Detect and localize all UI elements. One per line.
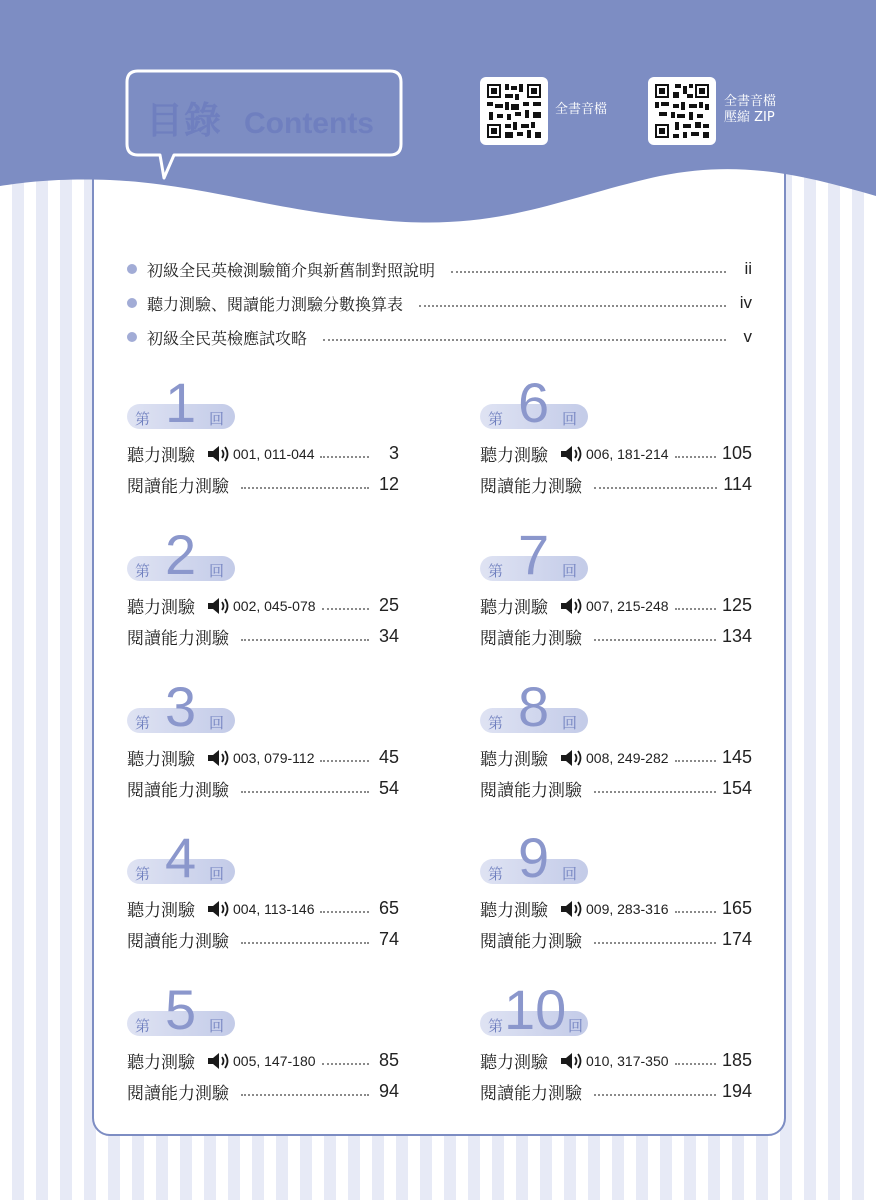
reading-entry[interactable] — [127, 621, 399, 652]
dot-leader — [594, 487, 717, 489]
reading-page: 12 — [378, 474, 399, 494]
dot-leader — [320, 911, 369, 913]
reading-page: 174 — [721, 929, 752, 949]
track-numbers: 008, 249-282 — [586, 749, 669, 766]
track-numbers: 001, 011-044 — [233, 445, 315, 462]
dot-leader — [675, 1063, 716, 1065]
reading-entry[interactable] — [480, 1076, 752, 1107]
dot-leader — [320, 760, 369, 762]
title-english: Contents — [244, 107, 374, 140]
reading-page: 34 — [378, 626, 399, 646]
listening-page: 3 — [388, 443, 399, 463]
section-suffix: 回 — [562, 562, 578, 580]
intro-item-title: 聽力測驗、閱讀能力測驗分數換算表 — [147, 294, 404, 314]
intro-item-page: v — [743, 327, 752, 346]
listening-label: 聽力測驗 — [480, 598, 548, 618]
listening-page: 125 — [721, 595, 752, 615]
section-suffix: 回 — [562, 410, 578, 428]
intro-item-title: 初級全民英檢應試攻略 — [147, 328, 308, 348]
reading-page: 74 — [378, 929, 399, 949]
intro-item[interactable] — [127, 320, 752, 354]
listening-entry[interactable] — [127, 438, 399, 469]
section-number: 4 — [165, 826, 197, 889]
test-section — [480, 371, 752, 500]
listening-entry[interactable] — [127, 893, 399, 924]
intro-item-page: iv — [739, 293, 752, 312]
section-number: 1 — [165, 371, 197, 434]
speaker-icon — [560, 900, 584, 918]
reading-label: 閱讀能力測驗 — [127, 781, 229, 801]
intro-item[interactable] — [127, 252, 752, 286]
reading-entry[interactable] — [127, 773, 399, 804]
dot-leader — [675, 456, 716, 458]
listening-page: 165 — [721, 898, 752, 918]
qr-zip-label-line1: 全書音檔 — [724, 94, 777, 109]
speaker-icon — [560, 597, 584, 615]
bullet-icon — [127, 264, 137, 274]
track-numbers: 004, 113-146 — [233, 900, 315, 917]
section-suffix: 回 — [568, 1017, 584, 1035]
speaker-icon — [207, 1052, 231, 1070]
listening-entry[interactable] — [480, 590, 752, 621]
dot-leader — [323, 339, 726, 341]
reading-page: 154 — [721, 778, 752, 798]
track-numbers: 006, 181-214 — [586, 445, 669, 462]
track-numbers: 005, 147-180 — [233, 1052, 316, 1069]
dot-leader — [320, 456, 369, 458]
listening-entry[interactable] — [480, 1045, 752, 1076]
listening-label: 聽力測驗 — [480, 1053, 548, 1073]
qr-code-audio[interactable] — [480, 77, 548, 145]
section-number: 3 — [165, 675, 197, 738]
reading-label: 閱讀能力測驗 — [127, 1084, 229, 1104]
section-prefix: 第 — [488, 410, 504, 428]
reading-entry[interactable] — [127, 1076, 399, 1107]
listening-label: 聽力測驗 — [127, 598, 195, 618]
listening-entry[interactable] — [480, 893, 752, 924]
listening-page: 85 — [378, 1050, 399, 1070]
section-number: 8 — [518, 675, 550, 738]
reading-label: 閱讀能力測驗 — [480, 477, 582, 497]
reading-entry[interactable] — [480, 924, 752, 955]
listening-label: 聽力測驗 — [480, 446, 548, 466]
speaker-icon — [207, 445, 231, 463]
test-section — [480, 826, 752, 955]
section-prefix: 第 — [488, 714, 504, 732]
test-section — [480, 675, 752, 804]
dot-leader — [241, 942, 369, 944]
dot-leader — [241, 1094, 369, 1096]
reading-label: 閱讀能力測驗 — [480, 1084, 582, 1104]
section-prefix: 第 — [488, 562, 504, 580]
section-suffix: 回 — [209, 410, 225, 428]
section-header — [480, 826, 752, 893]
section-number: 6 — [518, 371, 550, 434]
test-section — [480, 978, 752, 1107]
reading-entry[interactable] — [127, 924, 399, 955]
reading-label: 閱讀能力測驗 — [480, 781, 582, 801]
reading-page: 194 — [721, 1081, 752, 1101]
test-section — [127, 978, 399, 1107]
dot-leader — [594, 791, 716, 793]
test-section — [127, 675, 399, 804]
dot-leader — [594, 639, 716, 641]
dot-leader — [675, 911, 716, 913]
track-numbers: 009, 283-316 — [586, 900, 669, 917]
test-section — [127, 371, 399, 500]
listening-label: 聽力測驗 — [127, 446, 195, 466]
dot-leader — [241, 639, 369, 641]
listening-page: 45 — [378, 747, 399, 767]
section-suffix: 回 — [209, 865, 225, 883]
dot-leader — [675, 608, 716, 610]
test-section — [127, 523, 399, 652]
section-header — [480, 978, 752, 1045]
section-header — [127, 371, 399, 438]
section-header — [127, 523, 399, 590]
dot-leader — [241, 791, 369, 793]
test-section — [480, 523, 752, 652]
section-prefix: 第 — [135, 1017, 151, 1035]
reading-entry[interactable] — [480, 621, 752, 652]
speaker-icon — [560, 1052, 584, 1070]
listening-page: 185 — [721, 1050, 752, 1070]
section-suffix: 回 — [209, 1017, 225, 1035]
listening-page: 25 — [378, 595, 399, 615]
listening-page: 145 — [721, 747, 752, 767]
dot-leader — [241, 487, 369, 489]
section-number: 2 — [165, 523, 197, 586]
speaker-icon — [207, 749, 231, 767]
qr-code-icon — [653, 82, 711, 140]
section-suffix: 回 — [562, 714, 578, 732]
section-header — [127, 675, 399, 742]
bullet-icon — [127, 332, 137, 342]
dot-leader — [322, 608, 369, 610]
listening-entry[interactable] — [127, 1045, 399, 1076]
listening-page: 65 — [378, 898, 399, 918]
section-prefix: 第 — [135, 865, 151, 883]
section-prefix: 第 — [135, 562, 151, 580]
intro-item[interactable] — [127, 286, 752, 320]
section-suffix: 回 — [209, 714, 225, 732]
listening-page: 105 — [721, 443, 752, 463]
speaker-icon — [207, 900, 231, 918]
dot-leader — [451, 271, 726, 273]
reading-label: 閱讀能力測驗 — [480, 932, 582, 952]
reading-entry[interactable] — [480, 469, 752, 500]
reading-page: 94 — [378, 1081, 399, 1101]
reading-entry[interactable] — [480, 773, 752, 804]
speaker-icon — [560, 749, 584, 767]
listening-entry[interactable] — [127, 742, 399, 773]
section-prefix: 第 — [488, 865, 504, 883]
section-number: 5 — [165, 978, 197, 1041]
dot-leader — [322, 1063, 369, 1065]
dot-leader — [594, 942, 716, 944]
qr-zip-label — [724, 94, 776, 126]
track-numbers: 007, 215-248 — [586, 597, 669, 614]
listening-label: 聽力測驗 — [127, 1053, 195, 1073]
intro-list — [127, 252, 752, 354]
listening-entry[interactable] — [480, 438, 752, 469]
qr-zip-label-line2: 壓縮 ZIP — [724, 110, 775, 125]
section-prefix: 第 — [488, 1017, 504, 1035]
page-title — [146, 90, 374, 144]
test-section — [127, 826, 399, 955]
reading-page: 54 — [378, 778, 399, 798]
speaker-icon — [560, 445, 584, 463]
reading-entry[interactable] — [127, 469, 399, 500]
section-prefix: 第 — [135, 714, 151, 732]
bullet-icon — [127, 298, 137, 308]
reading-page: 134 — [721, 626, 752, 646]
dot-leader — [594, 1094, 716, 1096]
intro-item-title: 初級全民英檢測驗簡介與新舊制對照說明 — [147, 260, 436, 280]
speaker-icon — [207, 597, 231, 615]
reading-label: 閱讀能力測驗 — [127, 477, 229, 497]
reading-label: 閱讀能力測驗 — [480, 629, 582, 649]
track-numbers: 003, 079-112 — [233, 749, 315, 766]
listening-label: 聽力測驗 — [127, 901, 195, 921]
section-header — [127, 826, 399, 893]
section-header — [127, 978, 399, 1045]
listening-entry[interactable] — [127, 590, 399, 621]
listening-label: 聽力測驗 — [480, 901, 548, 921]
section-header — [480, 523, 752, 590]
track-numbers: 002, 045-078 — [233, 597, 316, 614]
qr-audio-label: 全書音檔 — [555, 102, 608, 117]
section-suffix: 回 — [562, 865, 578, 883]
listening-label: 聽力測驗 — [127, 750, 195, 770]
section-number: 7 — [518, 523, 550, 586]
section-prefix: 第 — [135, 410, 151, 428]
qr-code-zip[interactable] — [648, 77, 716, 145]
section-header — [480, 675, 752, 742]
listening-label: 聽力測驗 — [480, 750, 548, 770]
reading-label: 閱讀能力測驗 — [127, 629, 229, 649]
section-number: 10 — [504, 978, 567, 1041]
qr-code-icon — [485, 82, 543, 140]
reading-label: 閱讀能力測驗 — [127, 932, 229, 952]
section-header — [480, 371, 752, 438]
title-chinese: 目錄 — [146, 99, 222, 142]
intro-item-page: ii — [744, 259, 752, 278]
section-number: 9 — [518, 826, 550, 889]
track-numbers: 010, 317-350 — [586, 1052, 669, 1069]
dot-leader — [419, 305, 726, 307]
reading-page: 114 — [723, 474, 752, 494]
section-suffix: 回 — [209, 562, 225, 580]
listening-entry[interactable] — [480, 742, 752, 773]
dot-leader — [675, 760, 716, 762]
